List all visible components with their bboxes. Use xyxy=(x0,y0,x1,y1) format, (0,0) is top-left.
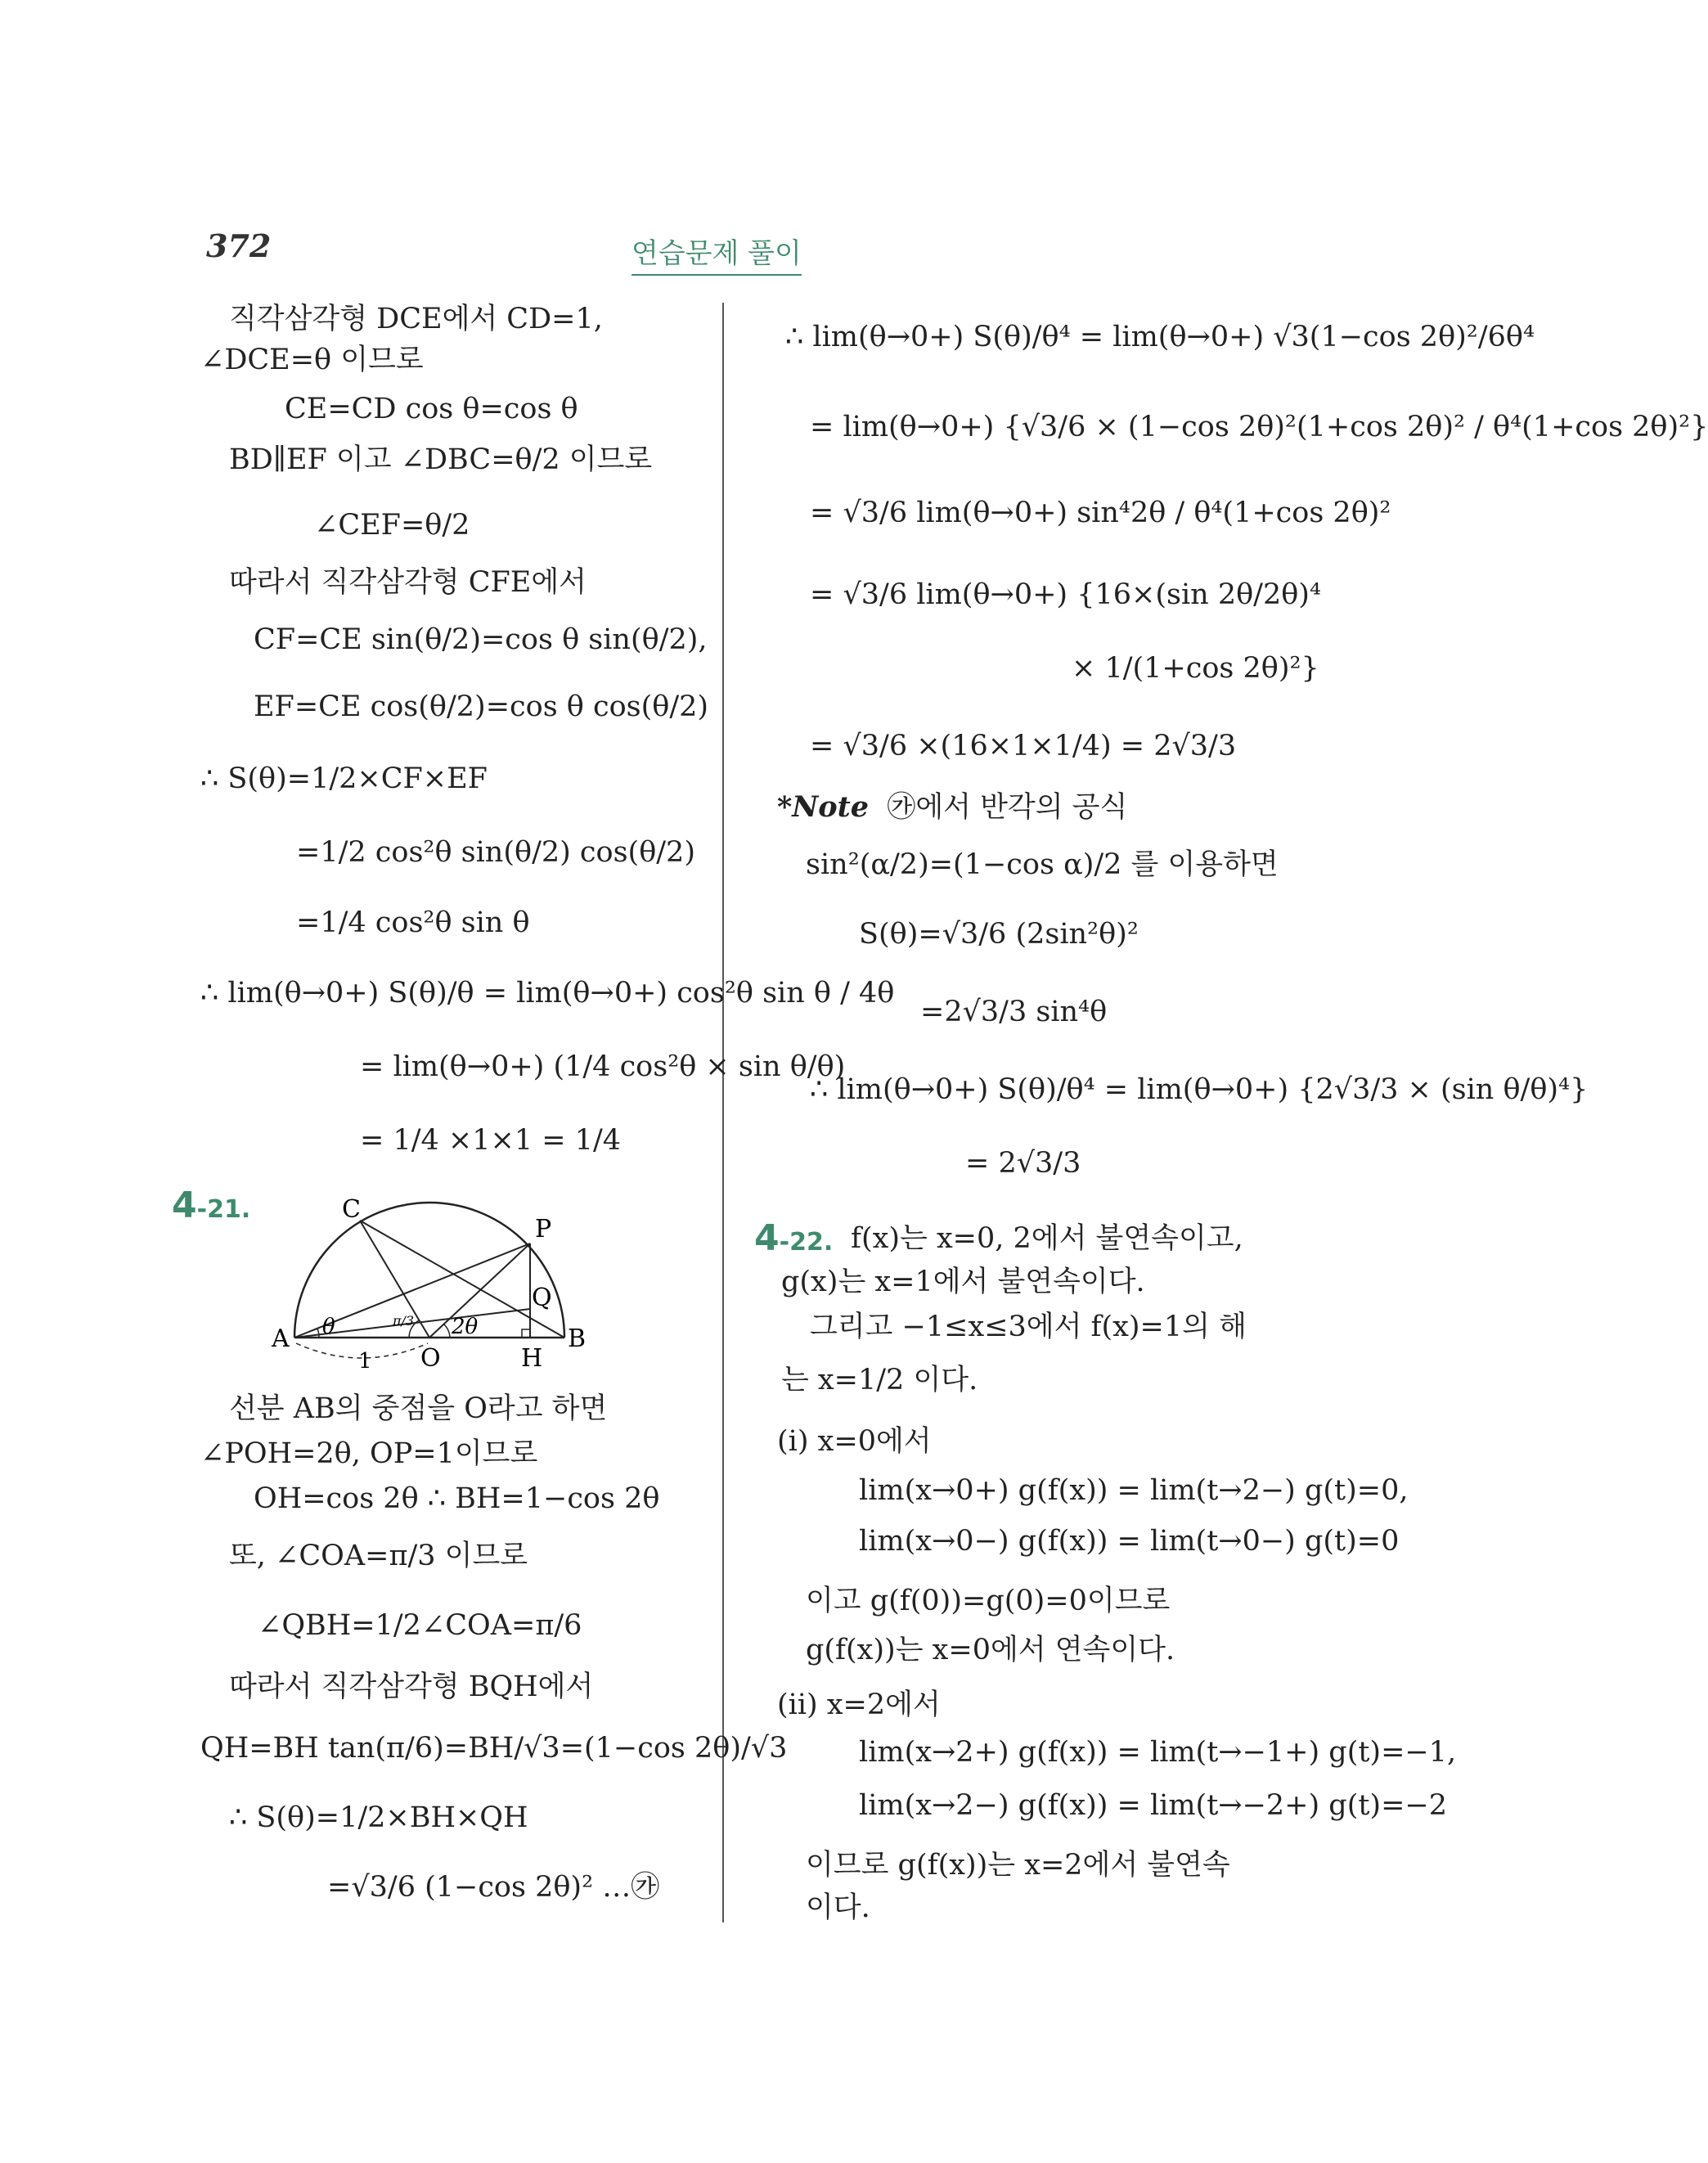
note-label: *Note xyxy=(777,790,870,824)
problem-number-major: 4 xyxy=(754,1217,780,1259)
text-line: g(x)는 x=1에서 불연속이다. xyxy=(781,1266,1145,1298)
running-title: 연습문제 풀이 xyxy=(632,231,802,276)
text-line: CF=CE sin(θ/2)=cos θ sin(θ/2), xyxy=(254,623,708,656)
text-line: 이다. xyxy=(806,1891,870,1924)
label-a: A xyxy=(272,1324,290,1353)
text-line: lim(x→2−) g(f(x)) = lim(t→−2+) g(t)=−2 xyxy=(859,1789,1447,1822)
text-line: 또, ∠COA=π/3 이므로 xyxy=(229,1540,528,1572)
label-o: O xyxy=(420,1344,441,1373)
label-two-theta: 2θ xyxy=(452,1315,479,1339)
text-line: = lim(θ→0+) (1/4 cos²θ × sin θ/θ) xyxy=(360,1050,846,1083)
text-line: 이므로 g(f(x))는 x=2에서 불연속 xyxy=(806,1849,1230,1882)
text-line: (ⅰ) x=0에서 xyxy=(777,1425,932,1458)
text-line: CE=CD cos θ=cos θ xyxy=(285,393,578,425)
text-line: BD∥EF 이고 ∠DBC=θ/2 이므로 xyxy=(229,443,653,476)
text-line: lim(x→0+) g(f(x)) = lim(t→2−) g(t)=0, xyxy=(859,1474,1409,1507)
problem-number-4-22 xyxy=(754,1217,833,1259)
text-line: g(f(x))는 x=0에서 연속이다. xyxy=(806,1634,1175,1666)
text-line: ∠DCE=θ 이므로 xyxy=(200,344,424,376)
text-line: (ⅱ) x=2에서 xyxy=(777,1689,941,1721)
text-line: 그리고 −1≤x≤3에서 f(x)=1의 해 xyxy=(810,1311,1247,1343)
text-line: = lim(θ→0+) {√3/6 × (1−cos 2θ)²(1+cos 2θ)² / θ⁴(1+cos 2θ)²} xyxy=(810,411,1708,443)
angle-arc-o-right xyxy=(443,1324,450,1338)
text-line: = √3/6 ×(16×1×1/4) = 2√3/3 xyxy=(810,730,1237,762)
text-line: sin²(α/2)=(1−cos α)/2 를 이용하면 xyxy=(806,848,1279,881)
text-line: S(θ)=√3/6 (2sin²θ)² xyxy=(859,918,1139,951)
text-line: = 1/4 ×1×1 = 1/4 xyxy=(360,1124,621,1157)
text-line: lim(x→0−) g(f(x)) = lim(t→0−) g(t)=0 xyxy=(859,1525,1400,1558)
label-pi-over-3: π/3 xyxy=(393,1313,415,1329)
text-line: 따라서 직각삼각형 BQH에서 xyxy=(229,1671,594,1703)
text-line: lim(x→2+) g(f(x)) = lim(t→−1+) g(t)=−1, xyxy=(859,1736,1457,1769)
page-number: 372 xyxy=(206,227,272,264)
text-line: f(x)는 x=0, 2에서 불연속이고, xyxy=(851,1222,1243,1255)
text-line: 는 x=1/2 이다. xyxy=(781,1364,978,1396)
label-q: Q xyxy=(532,1284,552,1312)
text-line: OH=cos 2θ ∴ BH=1−cos 2θ xyxy=(254,1482,660,1515)
problem-number-major: 4 xyxy=(172,1185,197,1226)
note-intro: ㉮에서 반각의 공식 xyxy=(887,791,1128,824)
label-theta: θ xyxy=(322,1315,335,1339)
text-line: ∠QBH=1/2∠COA=π/6 xyxy=(258,1609,582,1642)
label-one: 1 xyxy=(358,1349,372,1374)
text-line: =√3/6 (1−cos 2θ)² …㉮ xyxy=(327,1871,660,1904)
text-line: 선분 AB의 중점을 O라고 하면 xyxy=(229,1392,608,1425)
text-line: ∠POH=2θ, OP=1이므로 xyxy=(200,1437,538,1470)
text-line: ∠CEF=θ/2 xyxy=(314,509,470,542)
angle-arc-a xyxy=(317,1329,319,1338)
text-line: = √3/6 lim(θ→0+) {16×(sin 2θ/2θ)⁴ xyxy=(810,578,1321,611)
text-line: =2√3/3 sin⁴θ xyxy=(920,996,1108,1028)
column-divider xyxy=(722,303,724,1922)
label-p: P xyxy=(535,1215,552,1243)
text-line: ∴ lim(θ→0+) S(θ)/θ⁴ = lim(θ→0+) {2√3/3 × (sin θ/θ)⁴} xyxy=(810,1073,1589,1106)
text-line: ∴ lim(θ→0+) S(θ)/θ⁴ = lim(θ→0+) √3(1−cos 2θ)²/6θ⁴ xyxy=(785,321,1535,353)
text-line: ∴ S(θ)=1/2×BH×QH xyxy=(229,1801,528,1834)
text-line: =1/2 cos²θ sin(θ/2) cos(θ/2) xyxy=(296,836,695,869)
text-line: × 1/(1+cos 2θ)²} xyxy=(1072,652,1319,685)
text-line: ∴ lim(θ→0+) S(θ)/θ = lim(θ→0+) cos²θ sin θ / 4θ xyxy=(200,977,895,1010)
text-line: EF=CE cos(θ/2)=cos θ cos(θ/2) xyxy=(254,690,709,723)
label-h: H xyxy=(521,1344,543,1373)
text-line: 직각삼각형 DCE에서 CD=1, xyxy=(229,303,603,335)
text-line: = 2√3/3 xyxy=(965,1147,1081,1180)
note-heading xyxy=(777,789,1127,825)
label-c: C xyxy=(342,1195,361,1224)
segment-op xyxy=(429,1243,530,1338)
label-b: B xyxy=(568,1324,587,1353)
right-angle-mark xyxy=(522,1329,530,1338)
problem-number-minor: -22. xyxy=(779,1228,834,1257)
text-line: 이고 g(f(0))=g(0)=0이므로 xyxy=(806,1585,1171,1617)
problem-number-minor: -21. xyxy=(196,1195,251,1224)
text-line: QH=BH tan(π/6)=BH/√3=(1−cos 2θ)/√3 xyxy=(200,1732,788,1765)
text-line: ∴ S(θ)=1/2×CF×EF xyxy=(200,762,488,795)
text-line: = √3/6 lim(θ→0+) sin⁴2θ / θ⁴(1+cos 2θ)² xyxy=(810,497,1391,529)
text-line: 따라서 직각삼각형 CFE에서 xyxy=(229,566,587,599)
semicircle-figure xyxy=(270,1186,597,1374)
text-line: =1/4 cos²θ sin θ xyxy=(296,906,530,939)
problem-number-4-21 xyxy=(172,1185,250,1226)
